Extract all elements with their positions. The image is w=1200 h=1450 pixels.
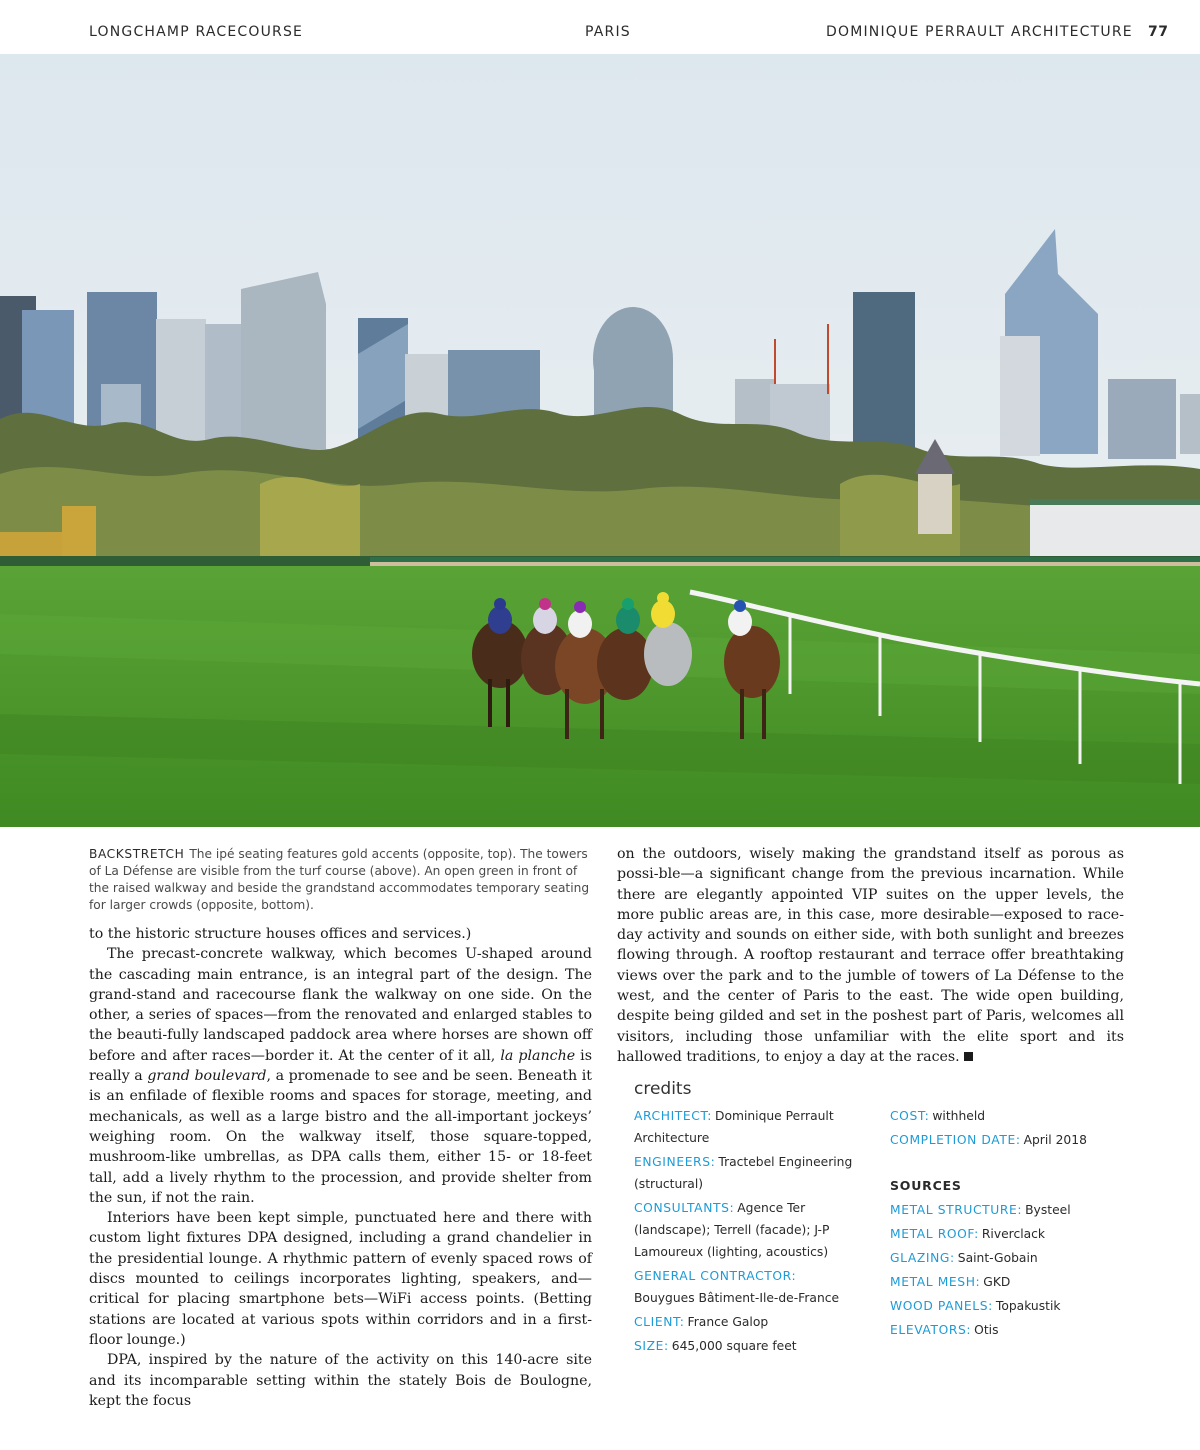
source-label: ELEVATORS: <box>890 1323 972 1337</box>
credit-label: CONSULTANTS: <box>634 1201 735 1215</box>
source-value: Saint-Gobain <box>957 1251 1038 1265</box>
credit-value: withheld <box>932 1109 986 1123</box>
paragraph-text: , a promenade to see and be seen. Beneath it is an enfilade of flexible rooms and spaces for storage, meeting, and mechanicals, as well as a large bistro and the all-important jockeys’ weighing room. On the walkway itself, those square-topped, mushroom-like umbrellas, as DPA calls them, either 15- or 18-feet tall, add a lively rhythm to the procession, and provide shelter from the sun, if not the rain. <box>89 1068 592 1206</box>
source-label: GLAZING: <box>890 1251 955 1265</box>
credit-label: ARCHITECT: <box>634 1109 712 1123</box>
source-value: Topakustik <box>995 1299 1061 1313</box>
credit-label: COST: <box>890 1109 930 1123</box>
sources-title: SOURCES <box>890 1178 962 1193</box>
body-column-right <box>617 844 1124 1067</box>
racecourse-photo-illustration <box>0 54 1200 827</box>
credit-value: April 2018 <box>1023 1133 1087 1147</box>
credit-item <box>634 1335 874 1357</box>
caption-text: The ipé seating features gold accents (opposite, top). The towers of La Défense are visible from the turf course (above). An open green in front of the raised walkway and beside the grandstand accommodates temporary seating for larger crowds (opposite, bottom). <box>89 847 590 912</box>
credit-label: COMPLETION DATE: <box>890 1133 1021 1147</box>
paragraph-text: The precast-concrete walkway, which becomes U-shaped around the cascading main entrance, is an integral part of the design. The grand-stand and racecourse flank the walkway on one side. On the other, a series of spaces—from the renovated and enlarged stables to the beauti-fully landscaped paddock area where horses are shown off before and after races—border it. At the center of it all, <box>89 946 592 1064</box>
source-item <box>890 1223 1130 1245</box>
paragraph <box>89 944 592 1208</box>
paragraph <box>617 844 1124 1067</box>
source-item <box>890 1319 1130 1341</box>
source-item <box>890 1247 1130 1269</box>
paragraph: DPA, inspired by the nature of the activity on this 140-acre site and its incomparable setting within the stately Bois de Boulogne, kept the focus <box>89 1352 592 1409</box>
source-value: GKD <box>983 1275 1011 1289</box>
source-value: Bysteel <box>1025 1203 1071 1217</box>
credit-item <box>890 1105 1130 1127</box>
credit-item <box>634 1197 874 1263</box>
credit-value: Dominique Perrault Architecture <box>634 1109 834 1145</box>
body-column-left <box>89 924 592 1411</box>
italic-term: grand boulevard <box>147 1068 267 1085</box>
source-value: Otis <box>974 1323 999 1337</box>
credit-value: 645,000 square feet <box>671 1339 797 1353</box>
paragraph-text: on the outdoors, wisely making the grandstand itself as porous as possi-ble—a significant change from the previous incarnation. While there are elegantly appointed VIP suites on the upper levels, the more public areas are, in this case, more desirable—exposed to race-day activity and sounds on either side, with both sunlight and breezes flowing through. A rooftop restaurant and terrace offer breathtaking views over the park and to the jumble of towers of La Défense to the west, and the center of Paris to the east. The wide open building, despite being gilded and set in the poshest part of Paris, welcomes all visitors, including those unfamiliar with the elite sport and its hallowed traditions, to enjoy a day at the races. <box>617 846 1124 1065</box>
paragraph: Interiors have been kept simple, punctuated here and there with custom light fixtures DPA designed, including a grand chandelier in the presidential lounge. A rhythmic pattern of evenly spaced rows of discs mounted to ceilings incorporates lighting, speakers, and—critical for placing smartphone bets—WiFi access points. (Betting stations are located at various spots within corridors and in a first-floor lounge.) <box>89 1210 592 1348</box>
source-label: METAL ROOF: <box>890 1227 979 1241</box>
source-item <box>890 1271 1130 1293</box>
source-item <box>890 1199 1130 1221</box>
credits-title: credits <box>634 1079 692 1099</box>
header-city: PARIS <box>585 24 631 40</box>
italic-term: la planche <box>500 1047 576 1064</box>
header-architect: DOMINIQUE PERRAULT ARCHITECTURE <box>826 24 1133 40</box>
source-label: METAL MESH: <box>890 1275 981 1289</box>
running-header <box>0 24 1200 46</box>
source-label: METAL STRUCTURE: <box>890 1203 1023 1217</box>
source-label: WOOD PANELS: <box>890 1299 993 1313</box>
photo-caption <box>89 846 597 914</box>
end-mark-icon <box>964 1052 973 1061</box>
credit-label: SIZE: <box>634 1339 669 1353</box>
source-value: Riverclack <box>981 1227 1046 1241</box>
credits-right-column <box>890 1105 1130 1343</box>
caption-lead: BACKSTRETCH <box>89 847 185 861</box>
page-number: 77 <box>1148 24 1169 40</box>
credit-item <box>634 1105 874 1149</box>
credit-value: Agence Ter (landscape); Terrell (facade); J-P Lamoureux (lighting, acoustics) <box>634 1201 830 1259</box>
credit-value: Bouygues Bâtiment-Ile-de-France <box>634 1291 840 1305</box>
header-section-title: LONGCHAMP RACECOURSE <box>89 24 304 40</box>
credit-item <box>634 1311 874 1333</box>
credit-label: GENERAL CONTRACTOR: <box>634 1269 797 1283</box>
credits-left-column <box>634 1105 874 1359</box>
credit-value: Tractebel Engineering (structural) <box>634 1155 853 1191</box>
paragraph: to the historic structure houses offices and services.) <box>89 926 472 942</box>
credit-label: CLIENT: <box>634 1315 685 1329</box>
credit-label: ENGINEERS: <box>634 1155 716 1169</box>
credit-value: France Galop <box>687 1315 769 1329</box>
paragraph-text: is really a <box>89 1047 592 1085</box>
source-item <box>890 1295 1130 1317</box>
credit-item <box>890 1129 1130 1151</box>
racecourse-photo <box>0 54 1200 827</box>
credit-item <box>634 1151 874 1195</box>
credit-item <box>634 1265 874 1309</box>
